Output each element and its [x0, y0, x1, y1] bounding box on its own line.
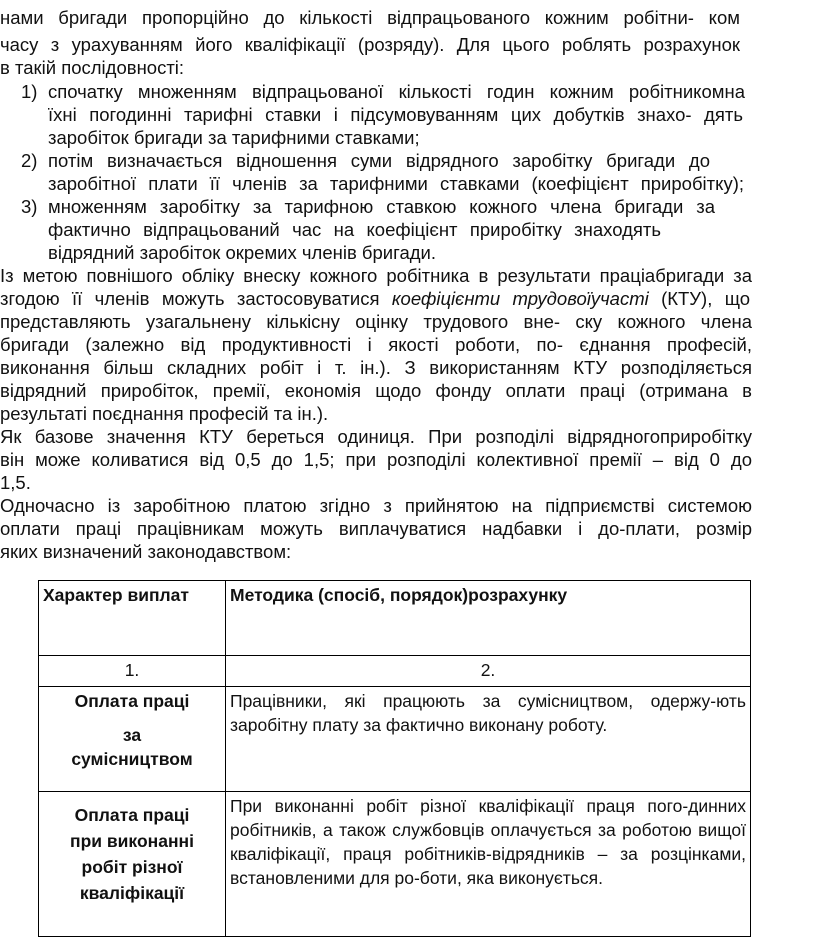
step-3-line-2: фактично відпрацьований час на коефіцієнт приробітку знаходять	[48, 219, 661, 240]
table-row	[39, 687, 751, 792]
ktu-line-4: бригади (залежно від продуктивності і якості роботи, по- єднання професій,	[0, 334, 752, 355]
row-text-part-time: Працівники, які працюють за сумісництвом, одержу-ють заробітну плату за фактично виконану роботу.	[226, 687, 751, 792]
ktu-line-2-end: (КТУ), що	[648, 288, 750, 309]
row-label-line: кваліфікації	[79, 883, 185, 903]
ktu-line-3: представляють узагальнену кількісну оцінку трудового вне- ску кожного члена	[0, 311, 752, 332]
row-label-line: при виконанні	[70, 831, 194, 851]
ktu-line-5: виконання більш складних робіт і т. ін.). З використанням КТУ розподіляється	[0, 357, 752, 378]
row-label-line: за	[122, 725, 142, 745]
intro-line-1: нами бригади пропорційно до кількості відпрацьованого кожним робітни- ком	[0, 7, 740, 28]
row-text-mixed-qualification: При виконанні робіт різної кваліфікації праця пого-динних робітників, а також службовців оплачується за роботою вищої кваліфікації, праця робітників-відрядників – за розцінками, встановленими для ро-боти, яка виконується.	[226, 792, 751, 937]
step-2-number: 2)	[21, 150, 38, 171]
header-col-method: Методика (спосіб, порядок)розрахунку	[226, 581, 751, 656]
pay-line-1: Одночасно із заробітною платою згідно з прийнятою на підприємстві системою	[0, 495, 752, 516]
ktu-line-7: результаті поєднання професій та ін.).	[0, 403, 329, 424]
step-1-line-2: їхні погодинні тарифні ставки і підсумовуванням цих добутків знахо- дять	[48, 104, 743, 125]
row-label-line: сумісництвом	[71, 749, 193, 769]
row-label-line: Оплата праці	[74, 691, 190, 711]
row-label-line: Оплата праці	[74, 805, 190, 825]
pay-line-3: яких визначений законодавством:	[0, 541, 292, 562]
table-row	[39, 792, 751, 937]
pay-line-2: оплати праці працівникам можуть виплачуватися надбавки і до-плати, розмір	[0, 518, 752, 539]
table-header-row	[39, 581, 751, 656]
ktu-line-1: Із метою повнішого обліку внеску кожного робітника в результати праціабригади за	[0, 265, 752, 286]
ktu-line-2	[0, 287, 750, 311]
step-3-number: 3)	[21, 196, 38, 217]
intro-line-2: часу з урахуванням його кваліфікації (розряду). Для цього роблять розрахунок	[0, 34, 740, 55]
ktu-term: коефіцієнти трудовоїучасті	[391, 288, 649, 309]
payments-table	[38, 580, 751, 937]
row-label-line: робіт різної	[81, 857, 183, 877]
row-label-mixed-qualification	[39, 792, 226, 937]
step-3-line-1: множенням заробітку за тарифною ставкою кожного члена бригади за	[48, 196, 715, 217]
col-number-2: 2.	[226, 656, 751, 687]
step-3-line-3: відрядний заробіток окремих членів бригади.	[48, 242, 437, 263]
base-line-3: 1,5.	[0, 472, 31, 493]
step-1-line-1: спочатку множенням відпрацьованої кількості годин кожним робітникомна	[48, 81, 745, 102]
intro-line-3: в такій послідовності:	[0, 57, 185, 78]
col-number-1: 1.	[39, 656, 226, 687]
header-col-character: Характер виплат	[39, 581, 226, 656]
step-1-number: 1)	[21, 81, 38, 102]
base-line-2: він може коливатися від 0,5 до 1,5; при розподілі колективної премії – від 0 до	[0, 449, 752, 470]
base-line-1: Як базове значення КТУ береться одиниця. При розподілі відрядногоприробітку	[0, 426, 752, 447]
step-2-line-2: заробітної плати її членів за тарифними ставками (коефіцієнт приробітку);	[48, 173, 744, 194]
ktu-line-6: відрядний приробіток, премії, економія щодо фонду оплати праці (отримана в	[0, 380, 752, 401]
row-label-part-time	[39, 687, 226, 792]
step-1-line-3: заробіток бригади за тарифними ставками;	[48, 127, 420, 148]
ktu-line-2-start: згодою її членів можуть застосовуватися	[0, 288, 392, 309]
table-number-row	[39, 656, 751, 687]
step-2-line-1: потім визначається відношення суми відрядного заробітку бригади до	[48, 150, 710, 171]
